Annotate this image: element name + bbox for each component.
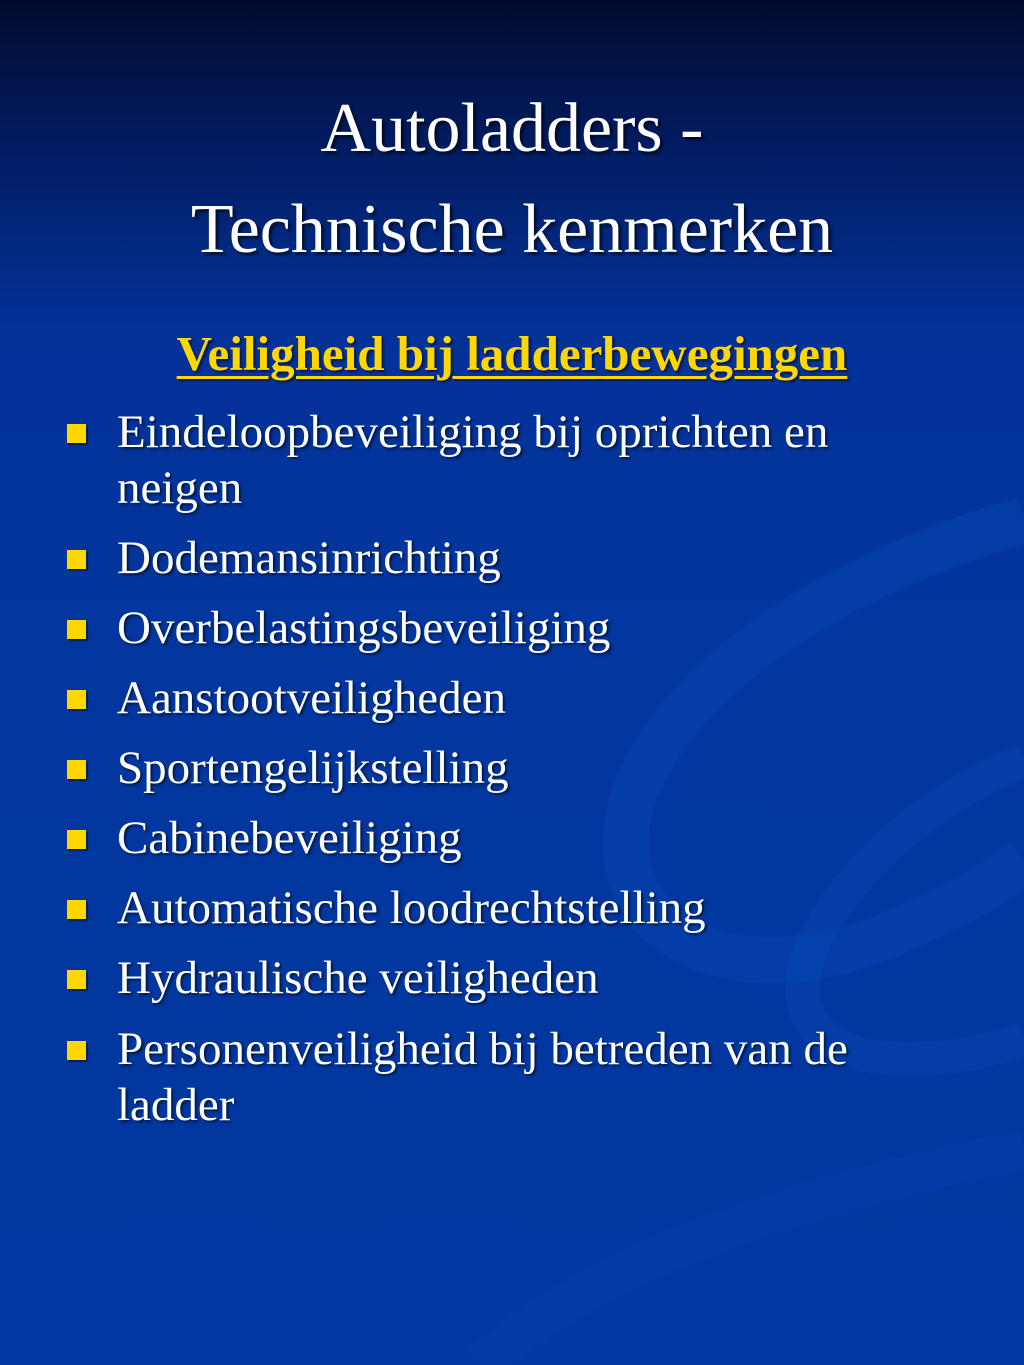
list-item: [67, 530, 927, 586]
yellow-square-bullet-icon: [67, 690, 86, 709]
list-item-text: Eindeloopbeveiliging bij oprichten en neigen: [117, 406, 829, 514]
list-item: [67, 600, 927, 656]
yellow-square-bullet-icon: [67, 760, 86, 779]
list-item-text: Cabinebeveiliging: [117, 812, 462, 864]
list-item: [67, 404, 927, 516]
yellow-square-bullet-icon: [67, 620, 86, 639]
slide-title-line-2: Technische kenmerken: [190, 191, 834, 268]
section-heading: Veiligheid bij ladderbewegingen: [176, 326, 848, 381]
list-item: [67, 670, 927, 726]
list-item-text: Sportengelijkstelling: [117, 742, 509, 794]
yellow-square-bullet-icon: [67, 424, 86, 443]
slide-title-line-1: Autoladders -: [320, 90, 704, 167]
yellow-square-bullet-icon: [67, 1041, 86, 1060]
list-item: [67, 740, 927, 796]
list-item: [67, 1021, 927, 1133]
list-item-text: Overbelastingsbeveiliging: [117, 602, 611, 654]
list-item-text: Dodemansinrichting: [117, 532, 501, 584]
list-item-text: Automatische loodrechtstelling: [117, 882, 706, 934]
yellow-square-bullet-icon: [67, 550, 86, 569]
yellow-square-bullet-icon: [67, 900, 86, 919]
list-item-text: Aanstootveiligheden: [117, 672, 506, 724]
list-item-text: Personenveiligheid bij betreden van de ladder: [117, 1023, 848, 1131]
list-item-text: Hydraulische veiligheden: [117, 952, 599, 1004]
yellow-square-bullet-icon: [67, 970, 86, 989]
list-item: [67, 810, 927, 866]
list-item: [67, 880, 927, 936]
yellow-square-bullet-icon: [67, 830, 86, 849]
list-item: [67, 950, 927, 1006]
